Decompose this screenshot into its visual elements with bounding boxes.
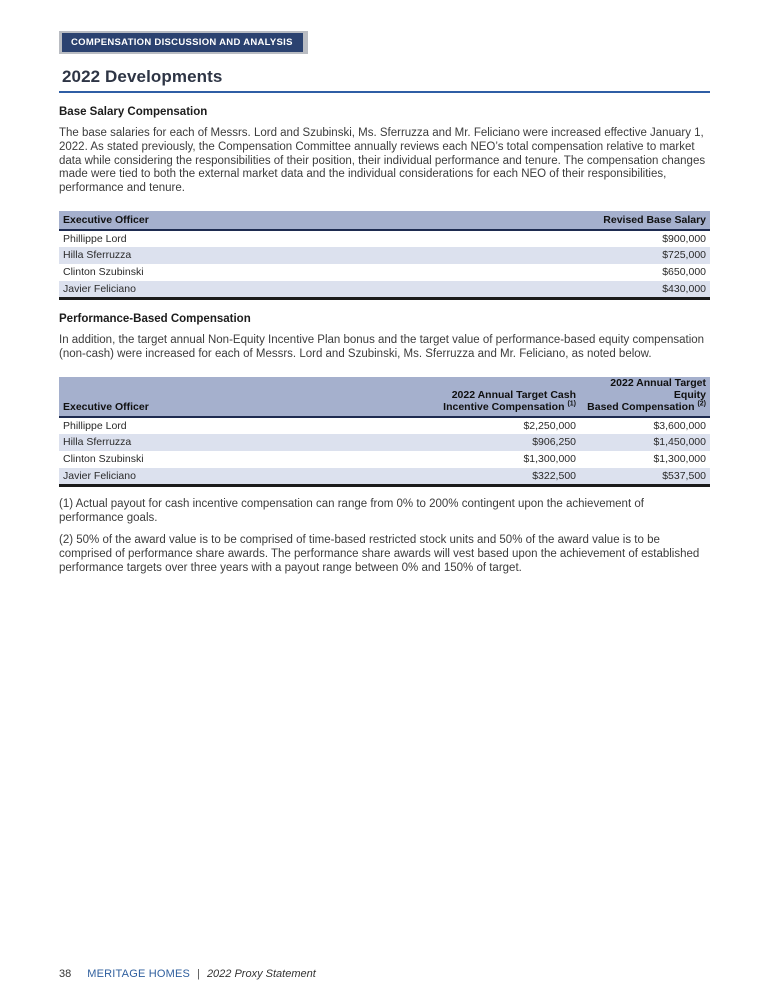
- header-line: 2022 Annual Target Equity: [610, 376, 706, 401]
- footnote-marker-2: (2): [697, 400, 706, 408]
- salary-value: $650,000: [662, 266, 706, 279]
- table-row: [59, 230, 710, 247]
- heading-performance-based: Performance-Based Compensation: [59, 312, 251, 325]
- column-header-executive-officer: Executive Officer: [59, 377, 420, 417]
- cash-incentive-value: $322,500: [532, 469, 576, 482]
- officer-name: Hilla Sferruzza: [63, 436, 132, 449]
- table-header-row: [59, 211, 710, 230]
- officer-name: Phillippe Lord: [63, 232, 127, 245]
- table-row: [59, 264, 710, 281]
- table-row: [59, 434, 710, 451]
- section-badge-frame: [59, 31, 308, 54]
- column-header-target-cash: [420, 377, 580, 417]
- table-body: [59, 230, 710, 299]
- footnote-1: (1) Actual payout for cash incentive compensation can range from 0% to 200% contingent upon the achievement of performance goals.: [59, 497, 644, 524]
- officer-name: Clinton Szubinski: [63, 266, 144, 279]
- equity-comp-value: $1,300,000: [653, 453, 706, 466]
- table-body: [59, 417, 710, 486]
- footer-separator: |: [197, 968, 200, 980]
- footnote-marker-1: (1): [567, 400, 576, 408]
- cash-incentive-value: $2,250,000: [523, 419, 576, 432]
- paragraph-performance-based: In addition, the target annual Non-Equity Incentive Plan bonus and the target value of performance-based equity compensation (non-cash) were increased for each of Messrs. Lord and Szubinski, Ms. Sferruzza and Mr. Feliciano, as noted below.: [59, 333, 705, 360]
- table-header: [59, 211, 710, 230]
- salary-value: $900,000: [662, 232, 706, 245]
- company-name: MERITAGE HOMES: [87, 968, 191, 980]
- page-footer: [59, 968, 316, 980]
- officer-name: Hilla Sferruzza: [63, 249, 132, 262]
- officer-name: Phillippe Lord: [63, 419, 127, 432]
- table-row: [59, 247, 710, 264]
- officer-name: Javier Feliciano: [63, 282, 136, 295]
- cash-incentive-value: $906,250: [532, 436, 576, 449]
- page-title: 2022 Developments: [59, 67, 710, 93]
- footnote-2: (2) 50% of the award value is to be comprised of time-based restricted stock units and 50% of the award value is to be comprised of performance share awards. The performance share awards will vest based upon the achievement of established performance targets over three years with a payout range between 0% and 150% of target.: [59, 533, 700, 574]
- officer-name: Clinton Szubinski: [63, 453, 144, 466]
- table-row: [59, 468, 710, 486]
- column-header-executive-officer: Executive Officer: [59, 211, 356, 230]
- page-number: 38: [59, 968, 72, 980]
- salary-value: $430,000: [662, 282, 706, 295]
- header-line: 2022 Annual Target Cash: [451, 388, 576, 401]
- header-line: Based Compensation: [587, 400, 695, 413]
- table-row: [59, 417, 710, 434]
- officer-name: Javier Feliciano: [63, 469, 136, 482]
- equity-comp-value: $537,500: [662, 469, 706, 482]
- header-line: Incentive Compensation: [443, 400, 565, 413]
- equity-comp-value: $1,450,000: [653, 436, 706, 449]
- table-row: [59, 451, 710, 468]
- heading-base-salary: Base Salary Compensation: [59, 106, 208, 118]
- table-row: [59, 281, 710, 299]
- column-header-target-equity: [580, 377, 710, 417]
- paragraph-base-salary: The base salaries for each of Messrs. Lord and Szubinski, Ms. Sferruzza and Mr. Feliciano were increased effective January 1, 2022. As stated previously, the Compensation Committee annually reviews each NEO’s total compensation relative to market data while considering the responsibilities of their position, their individual performance and tenure. The compensation changes made were tied to both the external market data and the individual considerations for each NEO of their responsibilities, performance and tenure.: [59, 127, 706, 195]
- document-title: 2022 Proxy Statement: [206, 968, 316, 980]
- target-compensation-table: [59, 377, 710, 487]
- revised-base-salary-table: [59, 211, 710, 300]
- section-badge: COMPENSATION DISCUSSION AND ANALYSIS: [62, 33, 303, 52]
- salary-value: $725,000: [662, 249, 706, 262]
- column-header-revised-base-salary: Revised Base Salary: [356, 211, 710, 230]
- table-header-row: [59, 377, 710, 417]
- cash-incentive-value: $1,300,000: [523, 453, 576, 466]
- footnotes: [59, 497, 710, 575]
- table-header: [59, 377, 710, 417]
- equity-comp-value: $3,600,000: [653, 419, 706, 432]
